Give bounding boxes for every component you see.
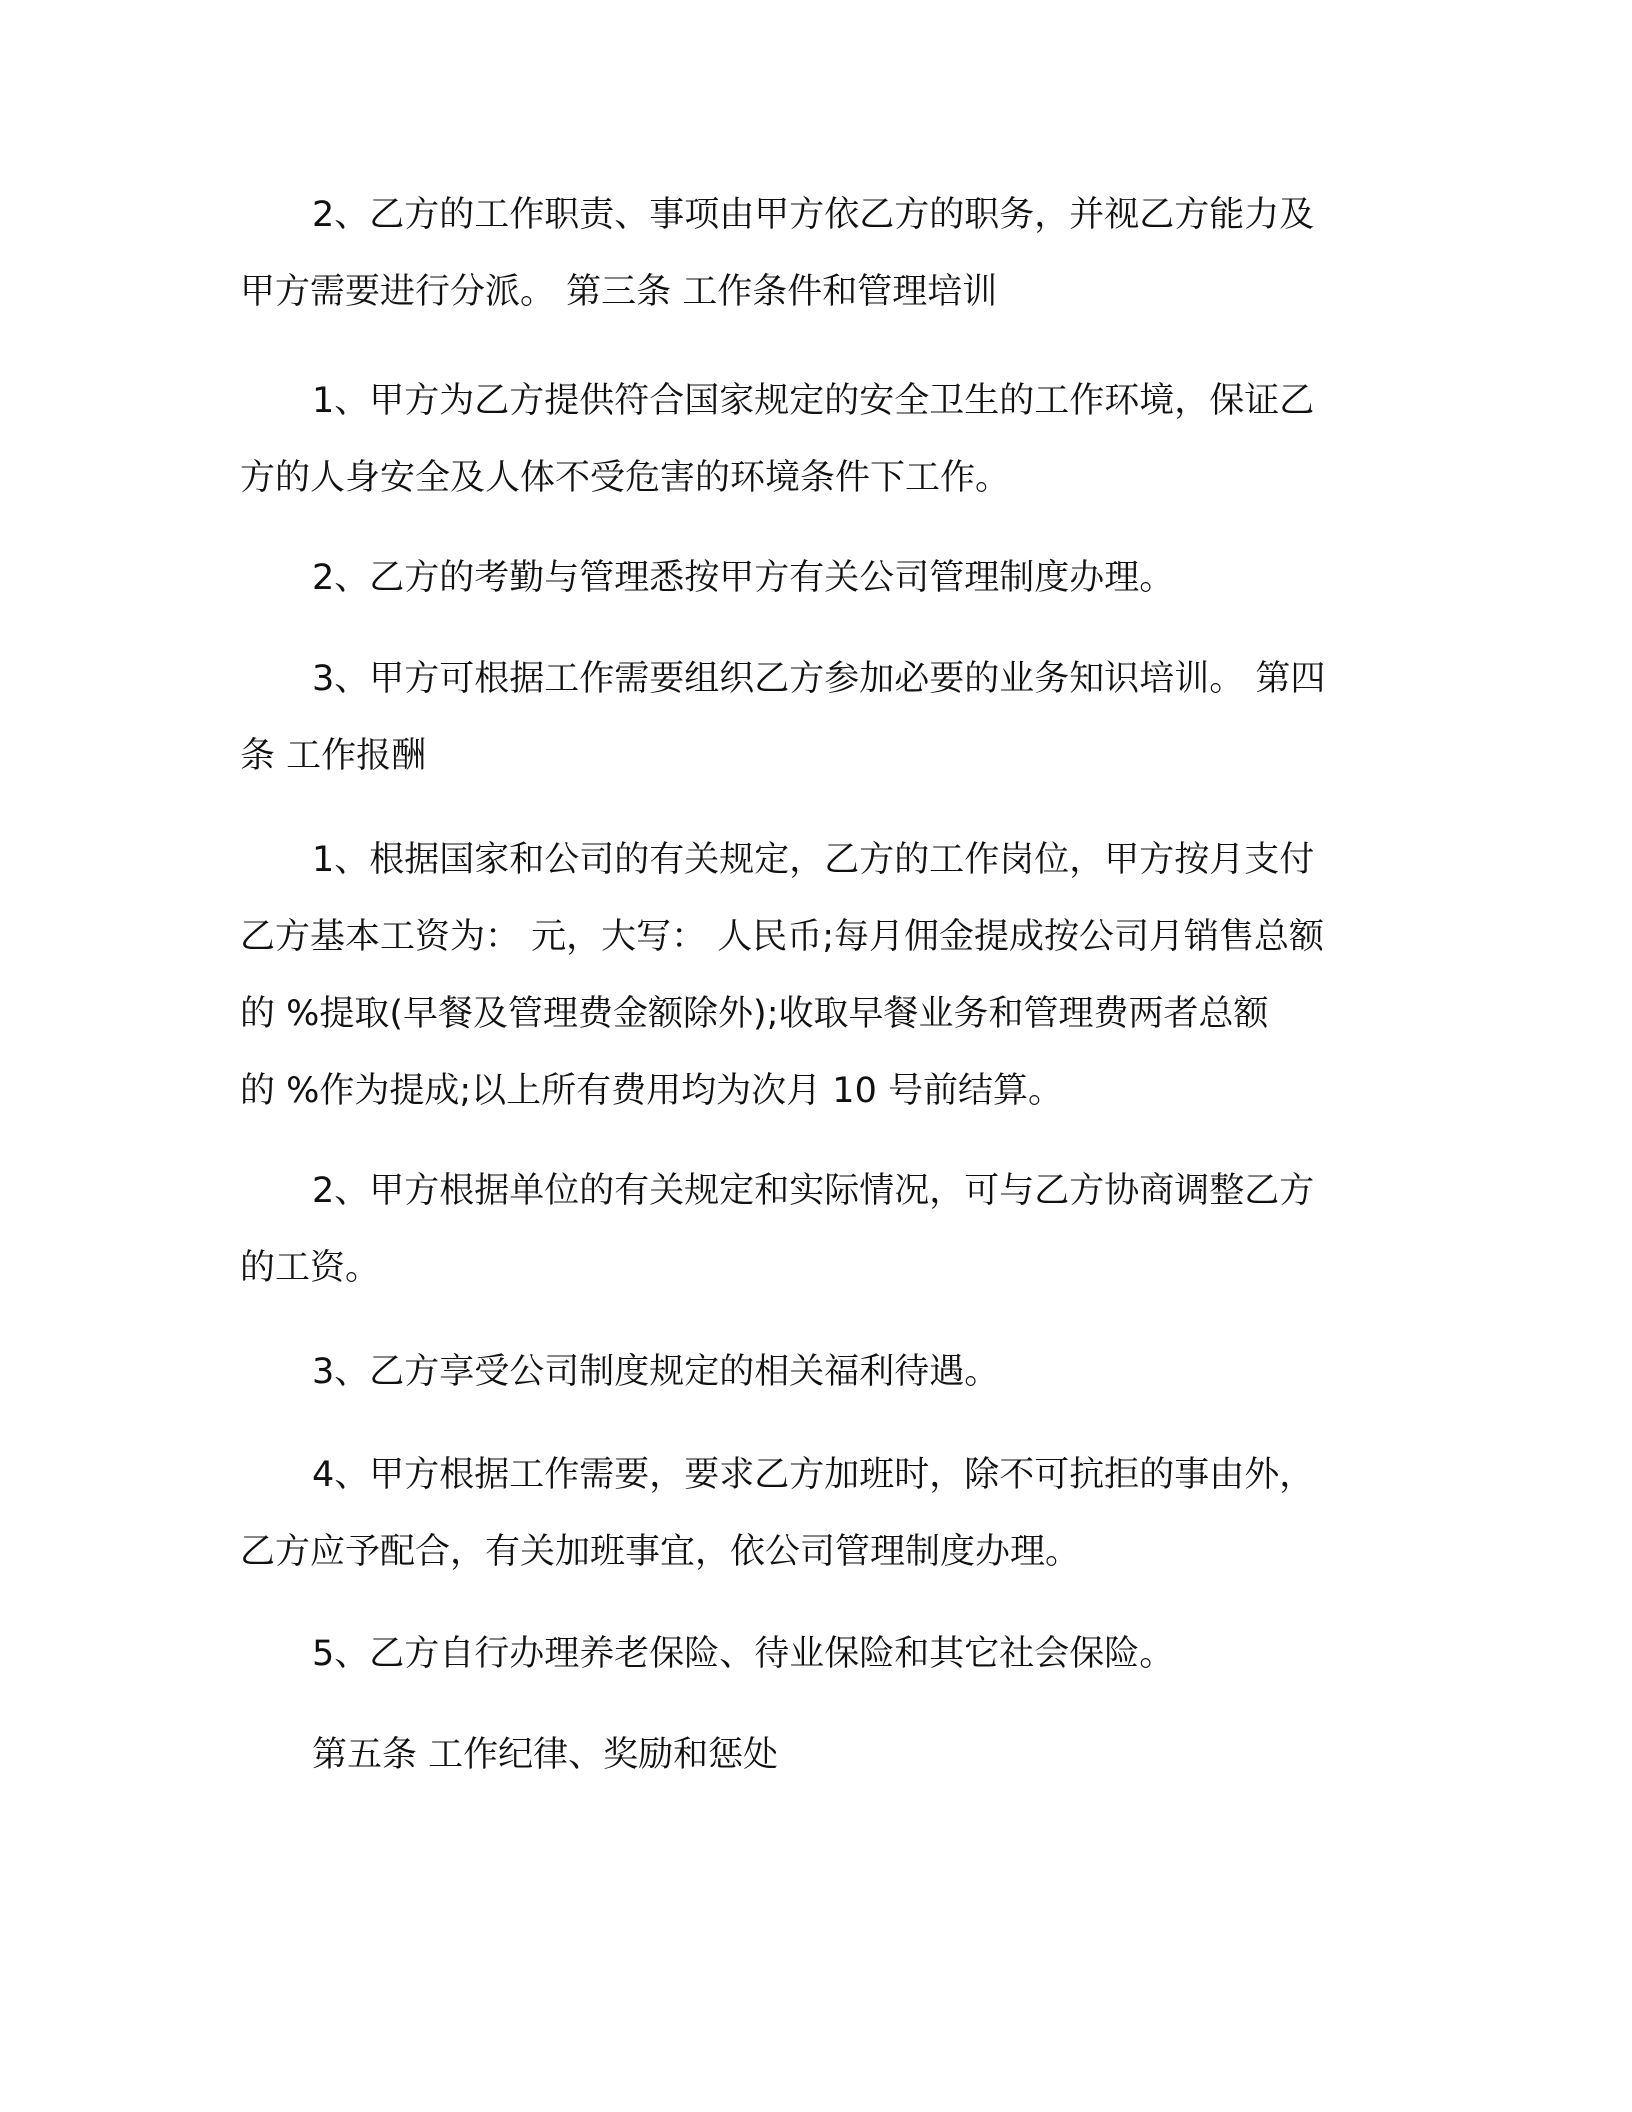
text-line: 方的人身安全及人体不受危害的环境条件下工作。	[240, 458, 1011, 498]
text-line: 2、乙方的考勤与管理悉按甲方有关公司管理制度办理。	[312, 558, 1175, 598]
text-line: 2、甲方根据单位的有关规定和实际情况，可与乙方协商调整乙方	[312, 1171, 1315, 1211]
paragraph-salary	[240, 822, 1380, 1130]
section-heading-discipline	[240, 1717, 1380, 1794]
text-line: 甲方需要进行分派。 第三条 工作条件和管理培训	[240, 272, 998, 312]
text-line: 第五条 工作纪律、奖励和惩处	[312, 1735, 779, 1775]
text-line: 的 %提取(早餐及管理费金额除外);收取早餐业务和管理费两者总额	[240, 994, 1269, 1034]
text-line: 2、乙方的工作职责、事项由甲方依乙方的职务，并视乙方能力及	[312, 195, 1315, 235]
text-line: 5、乙方自行办理养老保险、待业保险和其它社会保险。	[312, 1634, 1175, 1674]
paragraph-attendance	[240, 540, 1380, 617]
paragraph-work-environment	[240, 363, 1380, 517]
paragraph-training	[240, 641, 1380, 795]
text-line: 乙方应予配合，有关加班事宜，依公司管理制度办理。	[240, 1532, 1081, 1572]
text-line: 4、甲方根据工作需要，要求乙方加班时，除不可抗拒的事由外，	[312, 1455, 1315, 1495]
paragraph-insurance	[240, 1616, 1380, 1693]
paragraph-salary-adjustment	[240, 1153, 1380, 1307]
paragraph-benefits	[240, 1334, 1380, 1411]
paragraph-job-duties	[240, 177, 1380, 331]
text-line: 乙方基本工资为： 元，大写： 人民币;每月佣金提成按公司月销售总额	[240, 917, 1325, 957]
text-line: 3、甲方可根据工作需要组织乙方参加必要的业务知识培训。 第四	[312, 659, 1326, 699]
text-line: 的 %作为提成;以上所有费用均为次月 10 号前结算。	[240, 1071, 1063, 1111]
text-line: 1、根据国家和公司的有关规定，乙方的工作岗位，甲方按月支付	[312, 840, 1315, 880]
paragraph-overtime	[240, 1437, 1380, 1591]
text-line: 1、甲方为乙方提供符合国家规定的安全卫生的工作环境，保证乙	[312, 381, 1315, 421]
text-line: 条 工作报酬	[240, 736, 427, 776]
text-line: 的工资。	[240, 1248, 381, 1288]
text-line: 3、乙方享受公司制度规定的相关福利待遇。	[312, 1352, 1000, 1392]
